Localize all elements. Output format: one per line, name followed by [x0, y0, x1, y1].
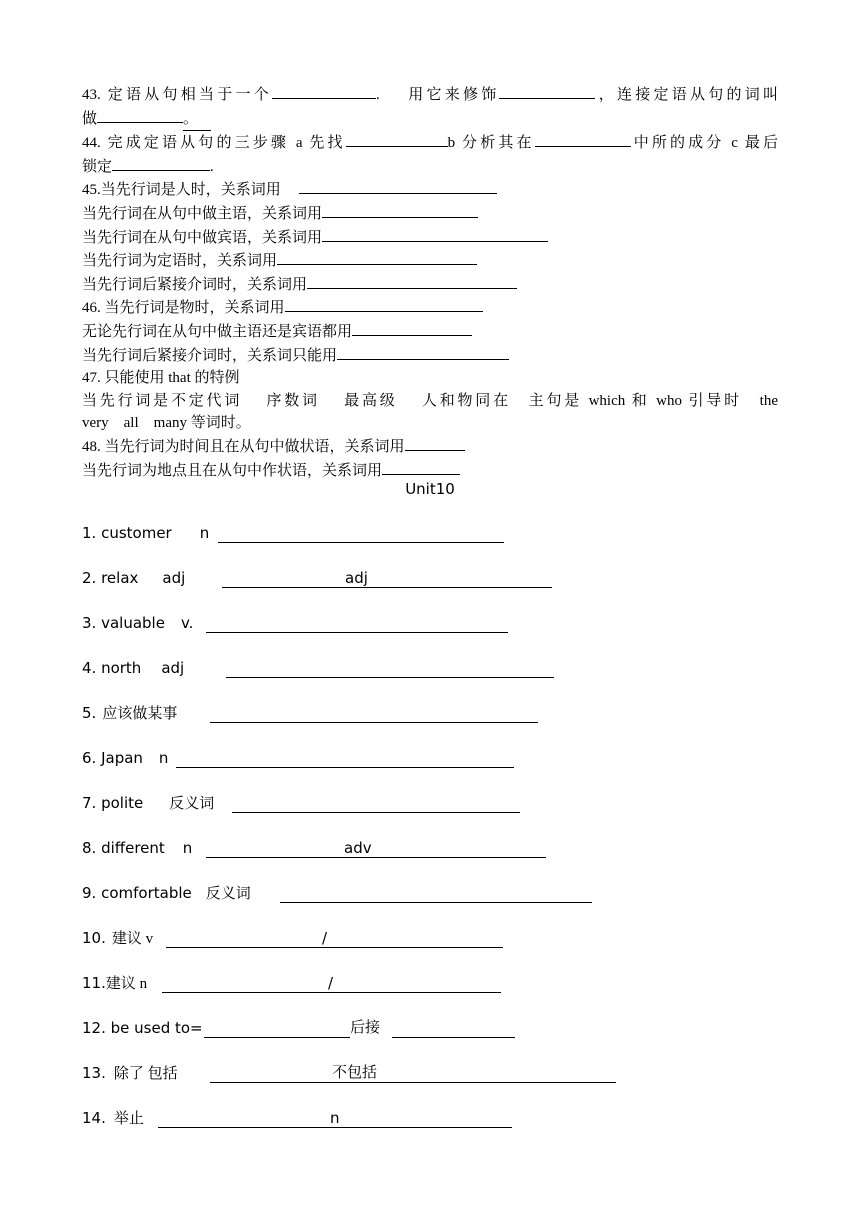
q45-line-4	[82, 249, 778, 273]
q44-text-5: .	[210, 158, 214, 175]
vocab-hint: 后接	[350, 1020, 381, 1036]
vocab-item	[82, 702, 782, 726]
q43-line-1	[82, 83, 778, 107]
vocab-hint: n	[182, 839, 193, 857]
vocab-item	[82, 1017, 782, 1041]
q45-text-1: 45.当先行词是人时，关系词用	[82, 182, 281, 199]
q46-text-2: 无论先行词在从句中做主语还是宾语都用	[82, 323, 353, 340]
answer-blank[interactable]	[166, 947, 503, 948]
q44-text-1: 44. 完成定语从句的三步骤 a 先找	[82, 135, 346, 152]
q48-line-2	[82, 459, 778, 483]
q45-line-5	[82, 273, 778, 297]
q43-text-4: ，连接定语从句的词叫	[595, 87, 778, 103]
q48-text-1: 48. 当先行词为时间且在从句中做状语，关系词用	[82, 438, 405, 455]
q43-line-2	[82, 107, 778, 132]
answer-blank[interactable]	[218, 542, 504, 543]
q45-text-4: 当先行词为定语时，关系词用	[82, 253, 278, 270]
vocab-inline-label: /	[328, 974, 334, 992]
answer-blank[interactable]	[346, 131, 448, 147]
vocab-term: 13.	[82, 1064, 106, 1082]
vocab-hint: 除了 包括	[113, 1066, 178, 1082]
q45-line-2	[82, 202, 778, 226]
q47-text-3: very all many 等词时。	[82, 415, 251, 432]
vocab-item	[82, 792, 782, 816]
q45-line-3	[82, 226, 778, 250]
answer-blank[interactable]	[222, 587, 552, 588]
answer-blank[interactable]	[277, 249, 477, 265]
answer-blank[interactable]	[112, 155, 210, 171]
vocab-term: 5.	[82, 704, 97, 722]
vocab-item	[82, 882, 782, 906]
vocab-inline-label: 不包括	[332, 1065, 378, 1081]
vocab-term: 2. relax	[82, 569, 139, 587]
answer-blank[interactable]	[337, 344, 509, 360]
vocab-hint: 应该做某事	[102, 706, 178, 722]
answer-blank[interactable]	[307, 273, 517, 289]
answer-blank[interactable]	[382, 459, 460, 475]
answer-blank[interactable]	[97, 107, 183, 123]
answer-blank[interactable]	[232, 812, 520, 813]
q43-text-5: 做	[82, 110, 98, 127]
q44-text-3: 中所的成分 c 最后	[630, 135, 778, 152]
answer-blank[interactable]	[204, 1037, 350, 1038]
vocab-term: 12. be used to=	[82, 1019, 203, 1037]
answer-blank[interactable]	[352, 320, 472, 336]
q45-text-3: 当先行词在从句中做宾语，关系词用	[82, 229, 323, 246]
q43-text-6: 。	[183, 108, 211, 132]
q44-line-2	[82, 155, 778, 179]
vocab-hint: 反义词	[205, 886, 251, 902]
q46-line-2	[82, 320, 778, 344]
vocab-item	[82, 972, 782, 996]
vocab-hint: n	[158, 749, 169, 767]
vocab-item	[82, 567, 782, 591]
q48-line-1	[82, 435, 778, 459]
answer-blank[interactable]	[206, 857, 546, 858]
q47-line-3	[82, 412, 778, 435]
vocab-item	[82, 1107, 782, 1131]
vocab-item	[82, 747, 782, 771]
q43-text-1: 43. 定语从句相当于一个	[82, 87, 272, 103]
q43-text-2: .	[375, 87, 380, 103]
vocab-term: 14.	[82, 1109, 106, 1127]
vocab-term: 1. customer	[82, 524, 172, 542]
vocab-term: 8. different	[82, 839, 165, 857]
q47-text-2: 当先行词是不定代词 序数词 最高级 人和物同在 主句是 which 和 who 引导时 the	[82, 392, 778, 409]
vocab-hint: adj	[162, 569, 186, 587]
vocab-term: 3. valuable	[82, 614, 165, 632]
vocab-hint: 反义词	[169, 796, 215, 812]
answer-blank[interactable]	[322, 226, 548, 242]
vocab-hint: v.	[180, 614, 194, 632]
vocab-item	[82, 927, 782, 951]
q48-text-2: 当先行词为地点且在从句中作状语，关系词用	[82, 462, 383, 479]
vocab-term: 10.	[82, 929, 106, 947]
unit-title: Unit10	[405, 480, 455, 498]
q47-line-2	[82, 390, 778, 413]
vocab-item	[82, 837, 782, 861]
answer-blank[interactable]	[206, 632, 508, 633]
q44-text-2: b 分析其在	[447, 135, 535, 152]
q46-line-3	[82, 344, 778, 368]
q44-line-1	[82, 131, 778, 155]
answer-blank[interactable]	[272, 83, 376, 99]
vocab-term: 4. north	[82, 659, 142, 677]
q46-text-1: 46. 当先行词是物时，关系词用	[82, 300, 285, 317]
vocab-term: 9. comfortable	[82, 884, 192, 902]
answer-blank[interactable]	[210, 722, 538, 723]
vocab-item	[82, 522, 782, 546]
q46-line-1	[82, 296, 778, 320]
q45-line-1	[82, 178, 778, 202]
answer-blank[interactable]	[226, 677, 554, 678]
vocab-inline-label: adj	[345, 569, 368, 587]
answer-blank[interactable]	[176, 767, 514, 768]
vocab-hint: n	[199, 524, 210, 542]
q47-line-1	[82, 367, 778, 390]
answer-blank[interactable]	[392, 1037, 515, 1038]
answer-blank[interactable]	[299, 178, 497, 194]
answer-blank[interactable]	[535, 131, 631, 147]
vocab-inline-label: adv	[344, 839, 372, 857]
answer-blank[interactable]	[322, 202, 478, 218]
vocab-term: 6. Japan	[82, 749, 143, 767]
answer-blank[interactable]	[280, 902, 592, 903]
vocab-item	[82, 1062, 782, 1086]
vocab-hint: 建议 v	[111, 931, 154, 947]
answer-blank[interactable]	[210, 1082, 616, 1083]
vocab-term: 7. polite	[82, 794, 144, 812]
q46-text-3: 当先行词后紧接介词时，关系词只能用	[82, 347, 338, 364]
vocab-inline-label: n	[330, 1109, 340, 1127]
q45-text-2: 当先行词在从句中做主语，关系词用	[82, 205, 323, 222]
grammar-section	[82, 83, 778, 482]
vocab-hint: adj	[161, 659, 185, 677]
vocab-item	[82, 612, 782, 636]
answer-blank[interactable]	[499, 83, 595, 99]
q44-text-4: 锁定	[82, 158, 113, 175]
q47-text-1: 47. 只能使用 that 的特例	[82, 370, 240, 387]
vocab-hint: 建议 n	[105, 976, 148, 992]
answer-blank[interactable]	[285, 296, 483, 312]
q45-text-5: 当先行词后紧接介词时，关系词用	[82, 276, 308, 293]
vocab-term: 11.	[82, 974, 106, 992]
q43-text-3: 用它来修饰	[408, 87, 500, 103]
vocab-inline-label: /	[322, 929, 328, 947]
answer-blank[interactable]	[405, 435, 465, 451]
vocab-hint: 举止	[113, 1111, 144, 1127]
vocab-item	[82, 657, 782, 681]
